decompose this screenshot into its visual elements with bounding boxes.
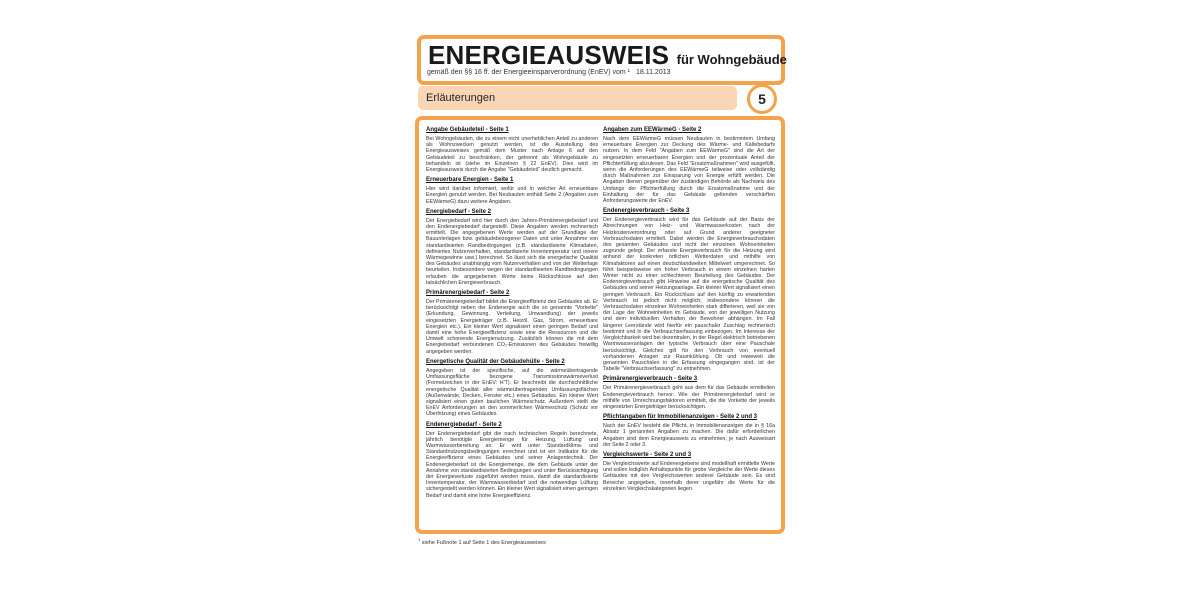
section-text: Die Vergleichswerte auf Endenergiebene sind modellhaft ermittelte Werte und sollen lediglich Anhaltspunkte für grobe Vergleiche der Werte dieses Gebäudes mit den Vergleichswerten anderer Gebäude sein. Es sind Bereiche angegeben, innerhalb derer ungefähr die Werte für die einzelnen Vergleichskategorien liegen.	[603, 460, 775, 492]
page-number-badge: 5	[747, 84, 777, 114]
section-heading: Primärenergieverbrauch - Seite 3	[603, 376, 698, 383]
document-title	[428, 40, 787, 71]
document-subtitle	[427, 69, 671, 76]
section-text: Der Energiebedarf wird hier durch den Jahres-Primärenergiebedarf und den Endenergiebedarf dargestellt. Diese Angaben werden rechnerisch ermittelt. Die angegebenen Werte werden auf der Grundlage der Bauunterlagen bzw. gebäudebezogener Daten und unter Annahme von standardisierten Randbedingungen (z.B. standardisierte Klimadaten, definiertes Nutzerverhalten, standardisierte Innentemperatur und innere Wärmegewinne usw.) berechnet. So lässt sich die energetische Qualität des Gebäudes unabhängig vom Nutzerverhalten und von der Wetterlage beurteilen. Insbesondere wegen der standardisierten Randbedingungen erlauben die angegebenen Werte keine Rückschlüsse auf den tatsächlichen Energieverbrauch.	[426, 217, 598, 286]
title-suffix: für Wohngebäude	[676, 52, 787, 67]
left-column	[426, 124, 598, 503]
section-text: Der Endenergieverbrauch wird für das Gebäude auf der Basis der Abrechnungen von Heiz- und Warmwasserkosten nach der Heizkostenverordnung oder auf Grund anderer geeigneter Verbrauchsdaten ermittelt. Dabei werden die Energieverbrauchsdaten des gesamten Gebäudes und nicht der einzelnen Wohneinheiten zugrunde gelegt. Der erfasste Energieverbrauch für die Heizung wird anhand der konkreten örtlichen Wetterdaten und mithilfe von Klimafaktoren auf einen deutschlandweiten Mittelwert umgerechnet. So führt beispielsweise ein hoher Verbrauch in einem einzelnen harten Winter nicht zu einer schlechteren Beurteilung des Gebäudes. Der Endenergieverbrauch gibt Hinweise auf die energetische Qualität des Gebäudes und seiner Heizungsanlage. Ein kleiner Wert signalisiert einen geringen Verbrauch. Ein Rückschluss auf den künftig zu erwartenden Verbrauch ist jedoch nicht möglich; insbesondere können die Verbrauchsdaten einzelner Wohneinheiten stark differieren, weil sie von der Lage der Wohneinheiten im Gebäude, von der jeweiligen Nutzung und dem individuellen Verhalten der Bewohner abhängen. Im Fall längerer Leerstände wird hierfür ein pauschaler Zuschlag rechnerisch bestimmt und in die Verbrauchserfassung einbezogen. Im Interesse der Vergleichbarkeit wird bei dezentralen, in der Regel elektrisch betriebenen Warmwasseranlagen der typische Verbrauch über eine Pauschale berücksichtigt. Gleiches gilt für den Verbrauch von eventuell vorhandenen Anlagen zur Raumkühlung. Ob und inwieweit die genannten Pauschalen in die Erfassung eingegangen sind, ist der Tabelle "Verbrauchserfassung" zu entnehmen.	[603, 217, 775, 373]
section-heading: Vergleichswerte - Seite 2 und 3	[603, 451, 692, 458]
footnote-mark: 1	[418, 537, 421, 542]
right-column	[603, 124, 775, 496]
section-text: Nach dem EEWärmeG müssen Neubauten in bestimmtem Umfang erneuerbare Energien zur Deckung des Wärme- und Kältebedarfs nutzen. In dem Feld "Angaben zum EEWärmeG" sind die Art der eingesetzten erneuerbaren Energien und der prozentuale Anteil der Pflichterfüllung abzulesen. Das Feld "Ersatzmaßnahmen" wird ausgefüllt, wenn die Anforderungen des EEWärmeG teilweise oder vollständig durch Maßnahmen zur Einsparung von Energie erfüllt werden. Die Angaben dienen gegenüber der zuständigen Behörde als Nachweis des Umfangs der Pflichterfüllung durch die Ersatzmaßnahme und der Einhaltung der für das Gebäude geltenden verschärften Anforderungswerte der EnEV.	[603, 136, 775, 205]
document-header	[417, 35, 785, 85]
section-heading: Energiebedarf - Seite 2	[426, 208, 492, 215]
section-heading: Angaben zum EEWärmeG - Seite 2	[603, 127, 702, 133]
section-heading: Primärenergiebedarf - Seite 2	[426, 290, 510, 297]
section-header	[418, 86, 737, 110]
title-main: ENERGIEAUSWEIS	[428, 40, 670, 70]
section-text: Der Primärenergieverbrauch geht aus dem für das Gebäude ermittelten Endenergieverbrauch hervor. Wie der Primärenergiebedarf wird er mithilfe von Umrechnungsfaktoren ermittelt, die die Vorkette der jeweils eingesetzten Energieträger berücksichtigen.	[603, 385, 775, 410]
section-text: Hier wird darüber informiert, wofür und in welcher Art erneuerbare Energien genutzt werden. Bei Neubauten enthält Seite 2 (Angaben zum EEWärmeG) dazu weitere Angaben.	[426, 186, 598, 205]
section-heading: Endenergiebedarf - Seite 2	[426, 421, 502, 428]
section-heading: Erneuerbare Energien - Seite 1	[426, 177, 514, 184]
section-text: Der Primärenergiebedarf bildet die Energieeffizienz des Gebäudes ab. Er berücksichtigt neben der Endenergie auch die so genannte "Vorkette" (Erkundung, Gewinnung, Verteilung, Umwandlung) der jeweils eingesetzten Energieträger (z.B. Heizöl, Gas, Strom, erneuerbare Energien etc.). Ein kleiner Wert signalisiert einen geringen Bedarf und damit eine hohe Energieeffizienz sowie eine die Ressourcen und die Umwelt schonende Energienutzung. Zusätzlich können die mit dem Energiebedarf verbundenen CO₂-Emissionen des Gebäudes freiwillig angegeben werden.	[426, 299, 598, 355]
section-text: Angegeben ist der spezifische, auf die wärmeübertragende Umfassungsfläche bezogene Transmissionswärmeverlust (Formelzeichen in der EnEV: H'T). Er beschreibt die durchschnittliche energetische Qualität aller wärmeübertragenden Umfassungsflächen (Außenwände, Decken, Fenster etc.) eines Gebäudes. Ein kleiner Wert signalisiert einen guten baulichen Wärmeschutz. Außerdem stellt die EnEV Anforderungen an den sommerlichen Wärmeschutz (Schutz vor Überhitzung) eines Gebäudes.	[426, 367, 598, 418]
section-heading: Energetische Qualität der Gebäudehülle - Seite 2	[426, 358, 565, 365]
subtitle-text: gemäß den §§ 16 ff. der Energieeinsparverordnung (EnEV) vom ¹	[427, 69, 630, 76]
issue-date: 18.11.2013	[635, 69, 671, 76]
section-text: Bei Wohngebäuden, die zu einem nicht unerheblichen Anteil zu anderen als Wohnzwecken genutzt werden, ist die Ausstellung des Energieausweises gemäß dem Muster nach Anlage 6 auf den Gebäudeteil zu beschränken, der getrennt als Wohngebäude zu behandeln ist (siehe im Einzelnen § 22 EnEV). Dies wird im Energieausweis durch die Angabe "Gebäudeteil" deutlich gemacht.	[426, 136, 598, 174]
footnote	[418, 537, 546, 546]
section-text: Nach der EnEV besteht die Pflicht, in Immobilienanzeigen die in § 16a Absatz 1 genannten Angaben zu machen. Die dafür erforderlichen Angaben sind dem Energieausweis zu entnehmen, je nach Ausweisart der Seite 2 oder 3.	[603, 423, 775, 448]
section-heading: Pflichtangaben für Immobilienanzeigen - Seite 2 und 3	[603, 414, 758, 421]
footnote-text: siehe Fußnote 1 auf Seite 1 des Energieausweises	[421, 539, 546, 546]
section-heading: Angabe Gebäudeteil - Seite 1	[426, 127, 509, 133]
section-title: Erläuterungen	[426, 92, 496, 104]
section-heading: Endenergieverbrauch - Seite 3	[603, 208, 690, 215]
explanations-panel	[415, 116, 785, 534]
section-text: Der Endenergiebedarf gibt die nach technischen Regeln berechnete, jährlich benötigte Energiemenge für Heizung, Lüftung und Warmwasserbereitung an. Er wird unter Standardklima- und Standardnutzungsbedingungen errechnet und ist ein Indikator für die Energieeffizienz eines Gebäudes und seiner Anlagentechnik. Der Endenergiebedarf ist die Energiemenge, die dem Gebäude unter der Annahme von standardisierten Bedingungen und unter Berücksichtigung der Energieverluste zugeführt werden muss, damit die standardisierte Innentemperatur, der Warmwasserbedarf und die notwendige Lüftung sichergestellt werden können. Ein kleiner Wert signalisiert einen geringen Bedarf und damit eine hohe Energieeffizienz.	[426, 430, 598, 499]
